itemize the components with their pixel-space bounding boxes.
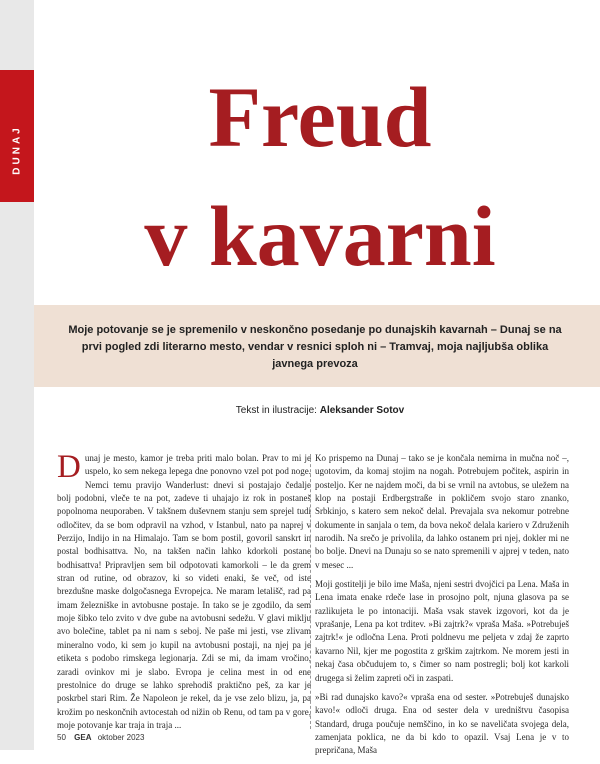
byline-author: Aleksander Sotov [319, 405, 405, 416]
title-line-1: Freud [208, 69, 432, 165]
paragraph: »Bi rad dunajsko kavo?« vpraša ena od sester. »Potrebuješ dunajsko kavo!« odloči druga. Ena od sester dela v uredništvu časopisa Standard, druga poučuje nemščino, in ko se naveličata svojega dela, zamenjata poklica, ne da bi kdo to opazil. Vsaj Lena je v to prepričana, Maša [315, 691, 569, 756]
lead-text: Moje potovanje se je spremenilo v neskončno posedanje po dunajskih kavarnah – Dunaj se na prvi pogled zdi literarno mesto, vendar v resnici sploh ni – Tramvaj, moja najljubša oblika javnega prevoza [68, 324, 562, 370]
section-label: DUNAJ [11, 125, 23, 175]
article-column-left [57, 449, 311, 738]
issue-date: oktober 2023 [97, 733, 145, 742]
paragraph-text: unaj je mesto, kamor je treba priti malo bolan. Prav to mi je uspelo, ko sem nekega lepega dne ponovno vzel pot pod noge. Nemci temu pravijo Wanderlust: dnevi si postajajo čedalje bolj podobni, vleče te na pot, zadeve ti uhajajo iz rok in postaneš popolnoma neuporaben. V takšnem duševnem stanju sem sprejel tudi odločitev, da se bom odpravil na vzhod, v Istanbul, nato pa naprej v Perzijo, Indijo in na Himalajo. Tam se bom postil, govoril sanskrt in postal bodhisattva. No, na takšen način lahko kdorkoli postane bodhisattva! Pripravljen sem bil odpotovati kamorkoli – le da grem stran od rutine, od obrazov, ki so videti enaki, še več, od iste brezdušne maske dolgočasnega Evropejca. Ne maram letališč, rad pa imam železniške in avtobusne postaje. In tako se je zgodilo, da sem moje šibko telo zvito v dve gube na avtobusni sedežu. V glavi miklju avo bolečine, tablet pa ni nam s seboj. Ne paše mi jesti, vse zlivam mineralno vodo, ki sem jo kupil na avtobusni postaji, na njej pa je etiketa s podobo rimskega legionarja. Zdi se mi, da imam vročino, zaradi ovinkov mi je slabo. Evropa je celina mest in od ene prestolnice do druge se lahko sprehodiš praktično peš, za kar je poskrbel stari Rim. Že Napoleon je rekel, da je vse zelo blizu, ja, pa krožim po neskončnih avtocestah od nižin ob Renu, od tam pa v gore, moje potovanje kar traja in traja ... [57, 453, 311, 730]
column-divider [310, 454, 311, 729]
byline [40, 405, 600, 416]
page-footer [57, 733, 144, 742]
title-line-2: v kavarni [144, 188, 496, 284]
drop-cap: D [57, 449, 81, 485]
paragraph: Moji gostitelji je bilo ime Maša, njeni sestri dvojčici pa Lena. Maša in Lena imata enake rdeče lase in prosojno polt, njuna glasova pa se razlikujeta le po intonaciji. Maša vsak stavek izgovori, kot da je vprašanje, Lena pa kot trditev. »Bi zajtrk?« vpraša Maša. »Potrebuješ zajtrk!« je odločna Lena. Proti poldnevu me peljeta v zdaj že zaprto kavarno Nil, kjer me pogostita z grškim zajtrkom. Ne morem jesti in nekaj časa občudujem to, s čimer so nam postregli; bolj kot karkoli drugega si želim zapreti oči in zaspati. [315, 579, 569, 683]
byline-prefix: Tekst in ilustracije: [235, 405, 317, 416]
paragraph [57, 449, 311, 732]
article-column-right [315, 452, 569, 764]
page-number: 50 [57, 733, 66, 742]
magazine-name: GEA [74, 733, 92, 742]
paragraph: Ko prispemo na Dunaj – tako se je končala nemirna in mučna noč –, ugotovim, da komaj stojim na nogah. Potrebujem počitek, aspirin in posteljo. Ker ne najdem moči, da bi se vrnil na avtobus, se uležem na klop na postaji Erdbergstraße in pokličem svojo staro znanko, Srbkinjo, s katero sem nekoč delal. Prevajala sva nekomur potrebne dokumente in sanjala o tem, da bova nekoč delala kariero v Združenih narodih. Na srečo je privolila, da lahko ostanem pri njej, dokler mi ne bo bolje. Dnevi na Dunaju so se nato spremenili v ajprej v teden, nato v mesec ... [315, 453, 569, 570]
